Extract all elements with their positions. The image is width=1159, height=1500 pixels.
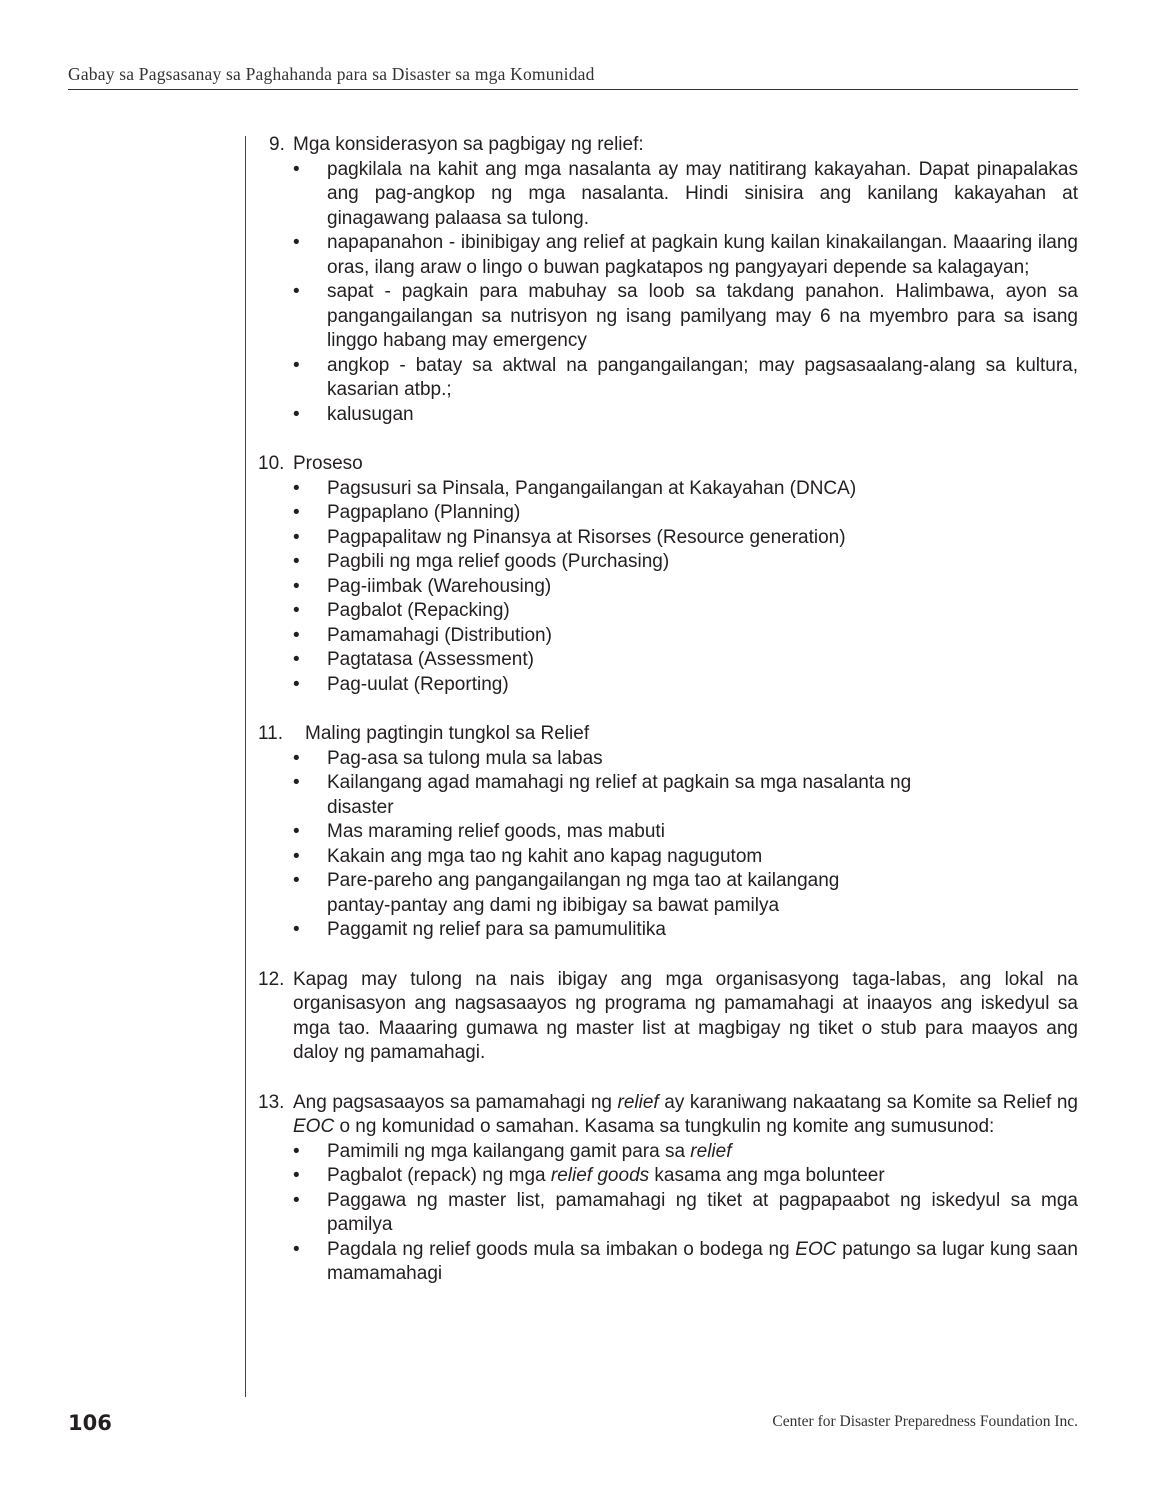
list-item: • Pagbili ng mga relief goods (Purchasing) bbox=[293, 550, 1078, 575]
item-9 bbox=[258, 133, 1078, 427]
item-number: 9. bbox=[269, 134, 285, 155]
item-number: 10. bbox=[258, 453, 285, 474]
list-item: • Kakain ang mga tao ng kahit ano kapag nagugutom bbox=[293, 845, 1078, 870]
list-item: • Pamamahagi (Distribution) bbox=[293, 624, 1078, 649]
list-item: • Paggamit ng relief para sa pamumulitika bbox=[293, 918, 1078, 943]
text-run: ay karaniwang nakaatang sa Komite sa Relief ng bbox=[658, 1091, 1078, 1113]
bullet-list bbox=[293, 158, 1078, 428]
list-item bbox=[293, 1238, 1078, 1287]
bullet-list bbox=[293, 477, 1078, 698]
list-item: • Pag-uulat (Reporting) bbox=[293, 673, 1078, 698]
list-item: • kalusugan bbox=[293, 403, 1078, 428]
list-item: • Pagbalot (Repacking) bbox=[293, 599, 1078, 624]
item-number: 11. bbox=[258, 723, 284, 744]
text-run-italic: relief bbox=[617, 1091, 659, 1113]
text-run: Pamimili ng mga kailangang gamit para sa bbox=[327, 1140, 691, 1162]
footer-organization: Center for Disaster Preparedness Foundation Inc. bbox=[772, 1413, 1078, 1430]
item-12 bbox=[258, 968, 1078, 1066]
list-item bbox=[293, 1164, 1078, 1189]
text-run-italic: EOC bbox=[795, 1238, 837, 1260]
list-item: • Mas maraming relief goods, mas mabuti bbox=[293, 820, 1078, 845]
list-item: • Pag-iimbak (Warehousing) bbox=[293, 575, 1078, 600]
list-item: • pagkilala na kahit ang mga nasalanta ay may natitirang kakayahan. Dapat pinapalakas ang pag-angkop ng mga nasalanta. Hindi sinisira ang kanilang kakayahan at ginagawang palaasa sa tulong. bbox=[293, 158, 1078, 232]
page-content bbox=[258, 133, 1078, 1312]
item-number: 12. bbox=[258, 968, 285, 990]
text-run-italic: relief goods bbox=[550, 1165, 650, 1186]
item-11 bbox=[258, 722, 1078, 943]
list-item: • Paggawa ng master list, pamamahagi ng tiket at pagpapaabot ng iskedyul sa mga pamilya bbox=[293, 1189, 1078, 1238]
text-run: kasama ang mga bolunteer bbox=[649, 1165, 885, 1186]
list-item: • Pagsusuri sa Pinsala, Pangangailangan at Kakayahan (DNCA) bbox=[293, 477, 1078, 502]
text-run: Pagdala ng relief goods mula sa imbakan o bodega ng bbox=[327, 1238, 796, 1260]
item-number: 13. bbox=[258, 1091, 285, 1113]
list-item: • Pagpaplano (Planning) bbox=[293, 501, 1078, 526]
list-item: • Pagpapalitaw ng Pinansya at Risorses (Resource generation) bbox=[293, 526, 1078, 551]
page-number: 106 bbox=[68, 1411, 112, 1435]
text-run: Ang pagsasaayos sa pamamahagi ng bbox=[293, 1091, 618, 1113]
list-item: • Pagtatasa (Assessment) bbox=[293, 648, 1078, 673]
list-item: • Pare-pareho ang pangangailangan ng mga tao at kailangang pantay-pantay ang dami ng ibibigay sa bawat pamilya bbox=[293, 869, 897, 918]
running-header: Gabay sa Pagsasanay sa Paghahanda para sa Disaster sa mga Komunidad bbox=[68, 64, 1078, 90]
text-run: Pagbalot (repack) ng mga bbox=[327, 1165, 551, 1186]
bullet-list bbox=[293, 1140, 1078, 1287]
text-run-italic: relief bbox=[690, 1140, 732, 1162]
bullet-list bbox=[293, 747, 1078, 943]
text-run-italic: EOC bbox=[293, 1116, 335, 1137]
item-heading: Mga konsiderasyon sa pagbigay ng relief: bbox=[293, 134, 644, 155]
list-item: • sapat - pagkain para mabuhay sa loob sa takdang panahon. Halimbawa, ayon sa pangangailangan sa nutrisyon ng isang pamilyang may 6 na myembro para sa isang linggo habang may emergency bbox=[293, 280, 1078, 354]
item-heading: Proseso bbox=[293, 453, 363, 474]
item-13 bbox=[258, 1091, 1078, 1287]
item-heading: Maling pagtingin tungkol sa Relief bbox=[305, 723, 590, 744]
item-paragraph bbox=[293, 1091, 1078, 1140]
item-paragraph: Kapag may tulong na nais ibigay ang mga organisasyong taga-labas, ang lokal na organisasyon ang nagsasaayos ng programa ng pamamahagi at inaayos ang iskedyul sa mga tao. Maaaring gumawa ng master list at magbigay ng tiket o stub para maayos ang daloy ng pamamahagi. bbox=[293, 968, 1078, 1063]
item-10 bbox=[258, 452, 1078, 697]
list-item: • Pag-asa sa tulong mula sa labas bbox=[293, 747, 1078, 772]
list-item: • angkop - batay sa aktwal na pangangailangan; may pagsasaalang-alang sa kultura, kasarian atbp.; bbox=[293, 354, 1078, 403]
list-item bbox=[293, 1140, 1078, 1165]
margin-rule bbox=[245, 136, 246, 1397]
text-run: o ng komunidad o samahan. Kasama sa tungkulin ng komite ang sumusunod: bbox=[334, 1116, 995, 1137]
text-run: patungo sa lugar kung saan mamamahagi bbox=[327, 1238, 1078, 1284]
list-item: • napapanahon - ibinibigay ang relief at pagkain kung kailan kinakailangan. Maaaring ilang oras, ilang araw o lingo o buwan pagkatapos ng pangyayari depende sa kalagayan; bbox=[293, 231, 1078, 280]
list-item: • Kailangang agad mamahagi ng relief at pagkain sa mga nasalanta ng disaster bbox=[293, 771, 947, 820]
